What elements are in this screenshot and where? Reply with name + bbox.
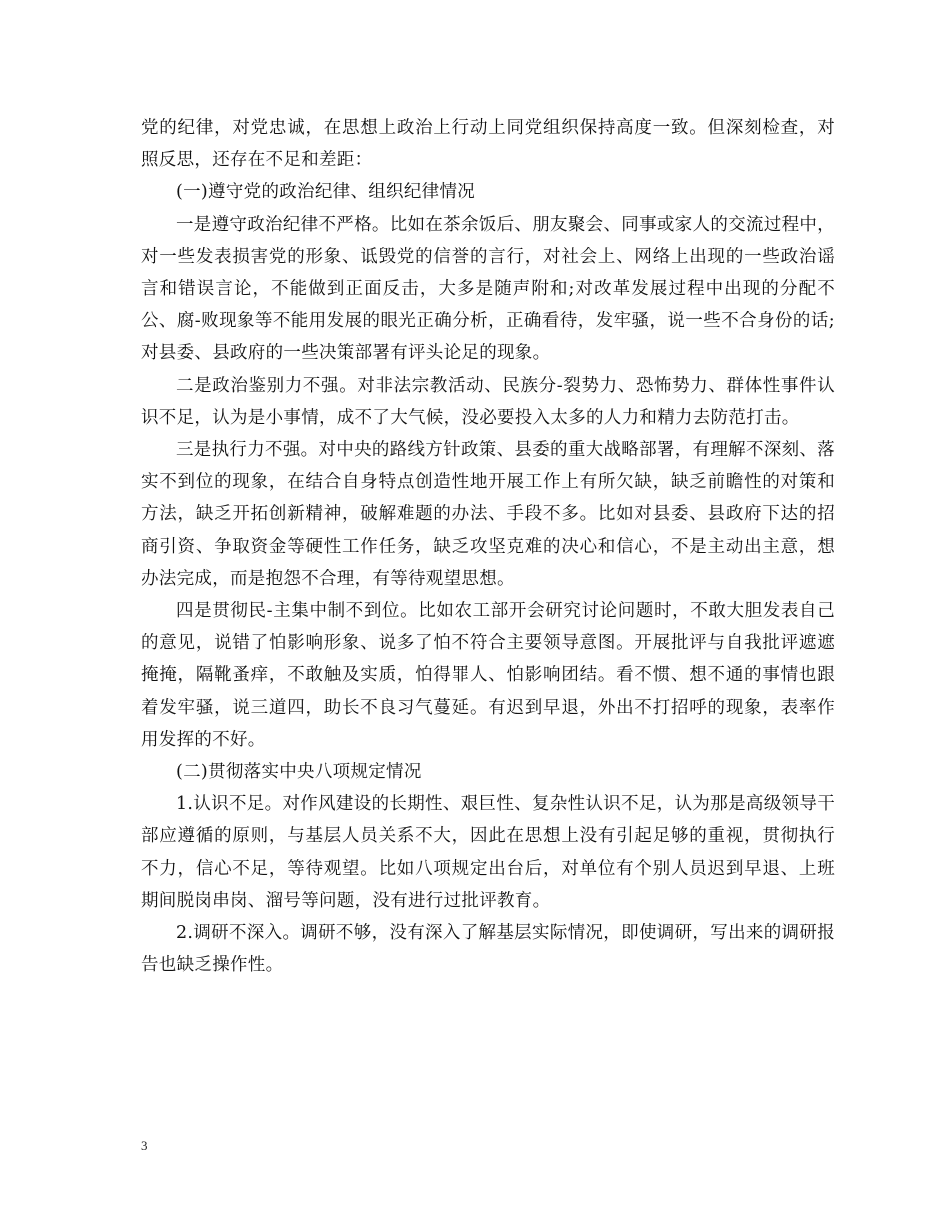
- paragraph-democratic-centralism: 四是贯彻民-主集中制不到位。比如农工部开会研究讨论问题时，不敢大胆发表自己的意见，说错了怕影响形象、说多了怕不符合主要领导意图。开展批评与自我批评遮遮掩掩，隔靴蚤痒，不敢触及实质，怕得罪人、怕影响团结。看不惯、想不通的事情也跟着发牢骚，说三道四，助长不良习气蔓延。有迟到早退，外出不打招呼的现象，表率作用发挥的不好。: [141, 601, 835, 750]
- paragraph-political-discernment: 二是政治鉴别力不强。对非法宗教活动、民族分-裂势力、恐怖势力、群体性事件认识不足，认为是小事情，成不了大气候，没必要投入太多的人力和精力去防范打击。: [141, 375, 835, 428]
- document-body: [141, 112, 835, 981]
- paragraph-execution: 三是执行力不强。对中央的路线方针政策、县委的重大战略部署，有理解不深刻、落实不到位的现象，在结合自身特点创造性地开展工作上有所欠缺，缺乏前瞻性的对策和方法，缺乏开拓创新精神，破解难题的办法、手段不多。比如对县委、县政府下达的招商引资、争取资金等硬性工作任务，缺乏攻坚克难的决心和信心，不是主动出主意，想办法完成，而是抱怨不合理，有等待观望思想。: [141, 440, 835, 589]
- section-heading-2: (二)贯彻落实中央八项规定情况: [176, 762, 422, 783]
- paragraph-research: 2.调研不深入。调研不够，没有深入了解基层实际情况，即使调研，写出来的调研报告也缺乏操作性。: [141, 923, 835, 976]
- page-number: 3: [141, 1138, 148, 1153]
- paragraph-continuation: 党的纪律，对党忠诚，在思想上政治上行动上同党组织保持高度一致。但深刻检查，对照反思，还存在不足和差距：: [141, 118, 835, 171]
- section-heading-1: (一)遵守党的政治纪律、组织纪律情况: [176, 182, 476, 203]
- paragraph-insufficient-awareness: 1.认识不足。对作风建设的长期性、艰巨性、复杂性认识不足，认为那是高级领导干部应遵循的原则，与基层人员关系不大，因此在思想上没有引起足够的重视，贯彻执行不力，信心不足，等待观望。比如八项规定出台后，对单位有个别人员迟到早退、上班期间脱岗串岗、溜号等问题，没有进行过批评教育。: [141, 794, 835, 911]
- paragraph-political-discipline: 一是遵守政治纪律不严格。比如在茶余饭后、朋友聚会、同事或家人的交流过程中，对一些发表损害党的形象、诋毁党的信誉的言行，对社会上、网络上出现的一些政治谣言和错误言论，不能做到正面反击，大多是随声附和;对改革发展过程中出现的分配不公、腐-败现象等不能用发展的眼光正确分析，正确看待，发牢骚，说一些不合身份的话;对县委、县政府的一些决策部署有评头论足的现象。: [141, 214, 835, 364]
